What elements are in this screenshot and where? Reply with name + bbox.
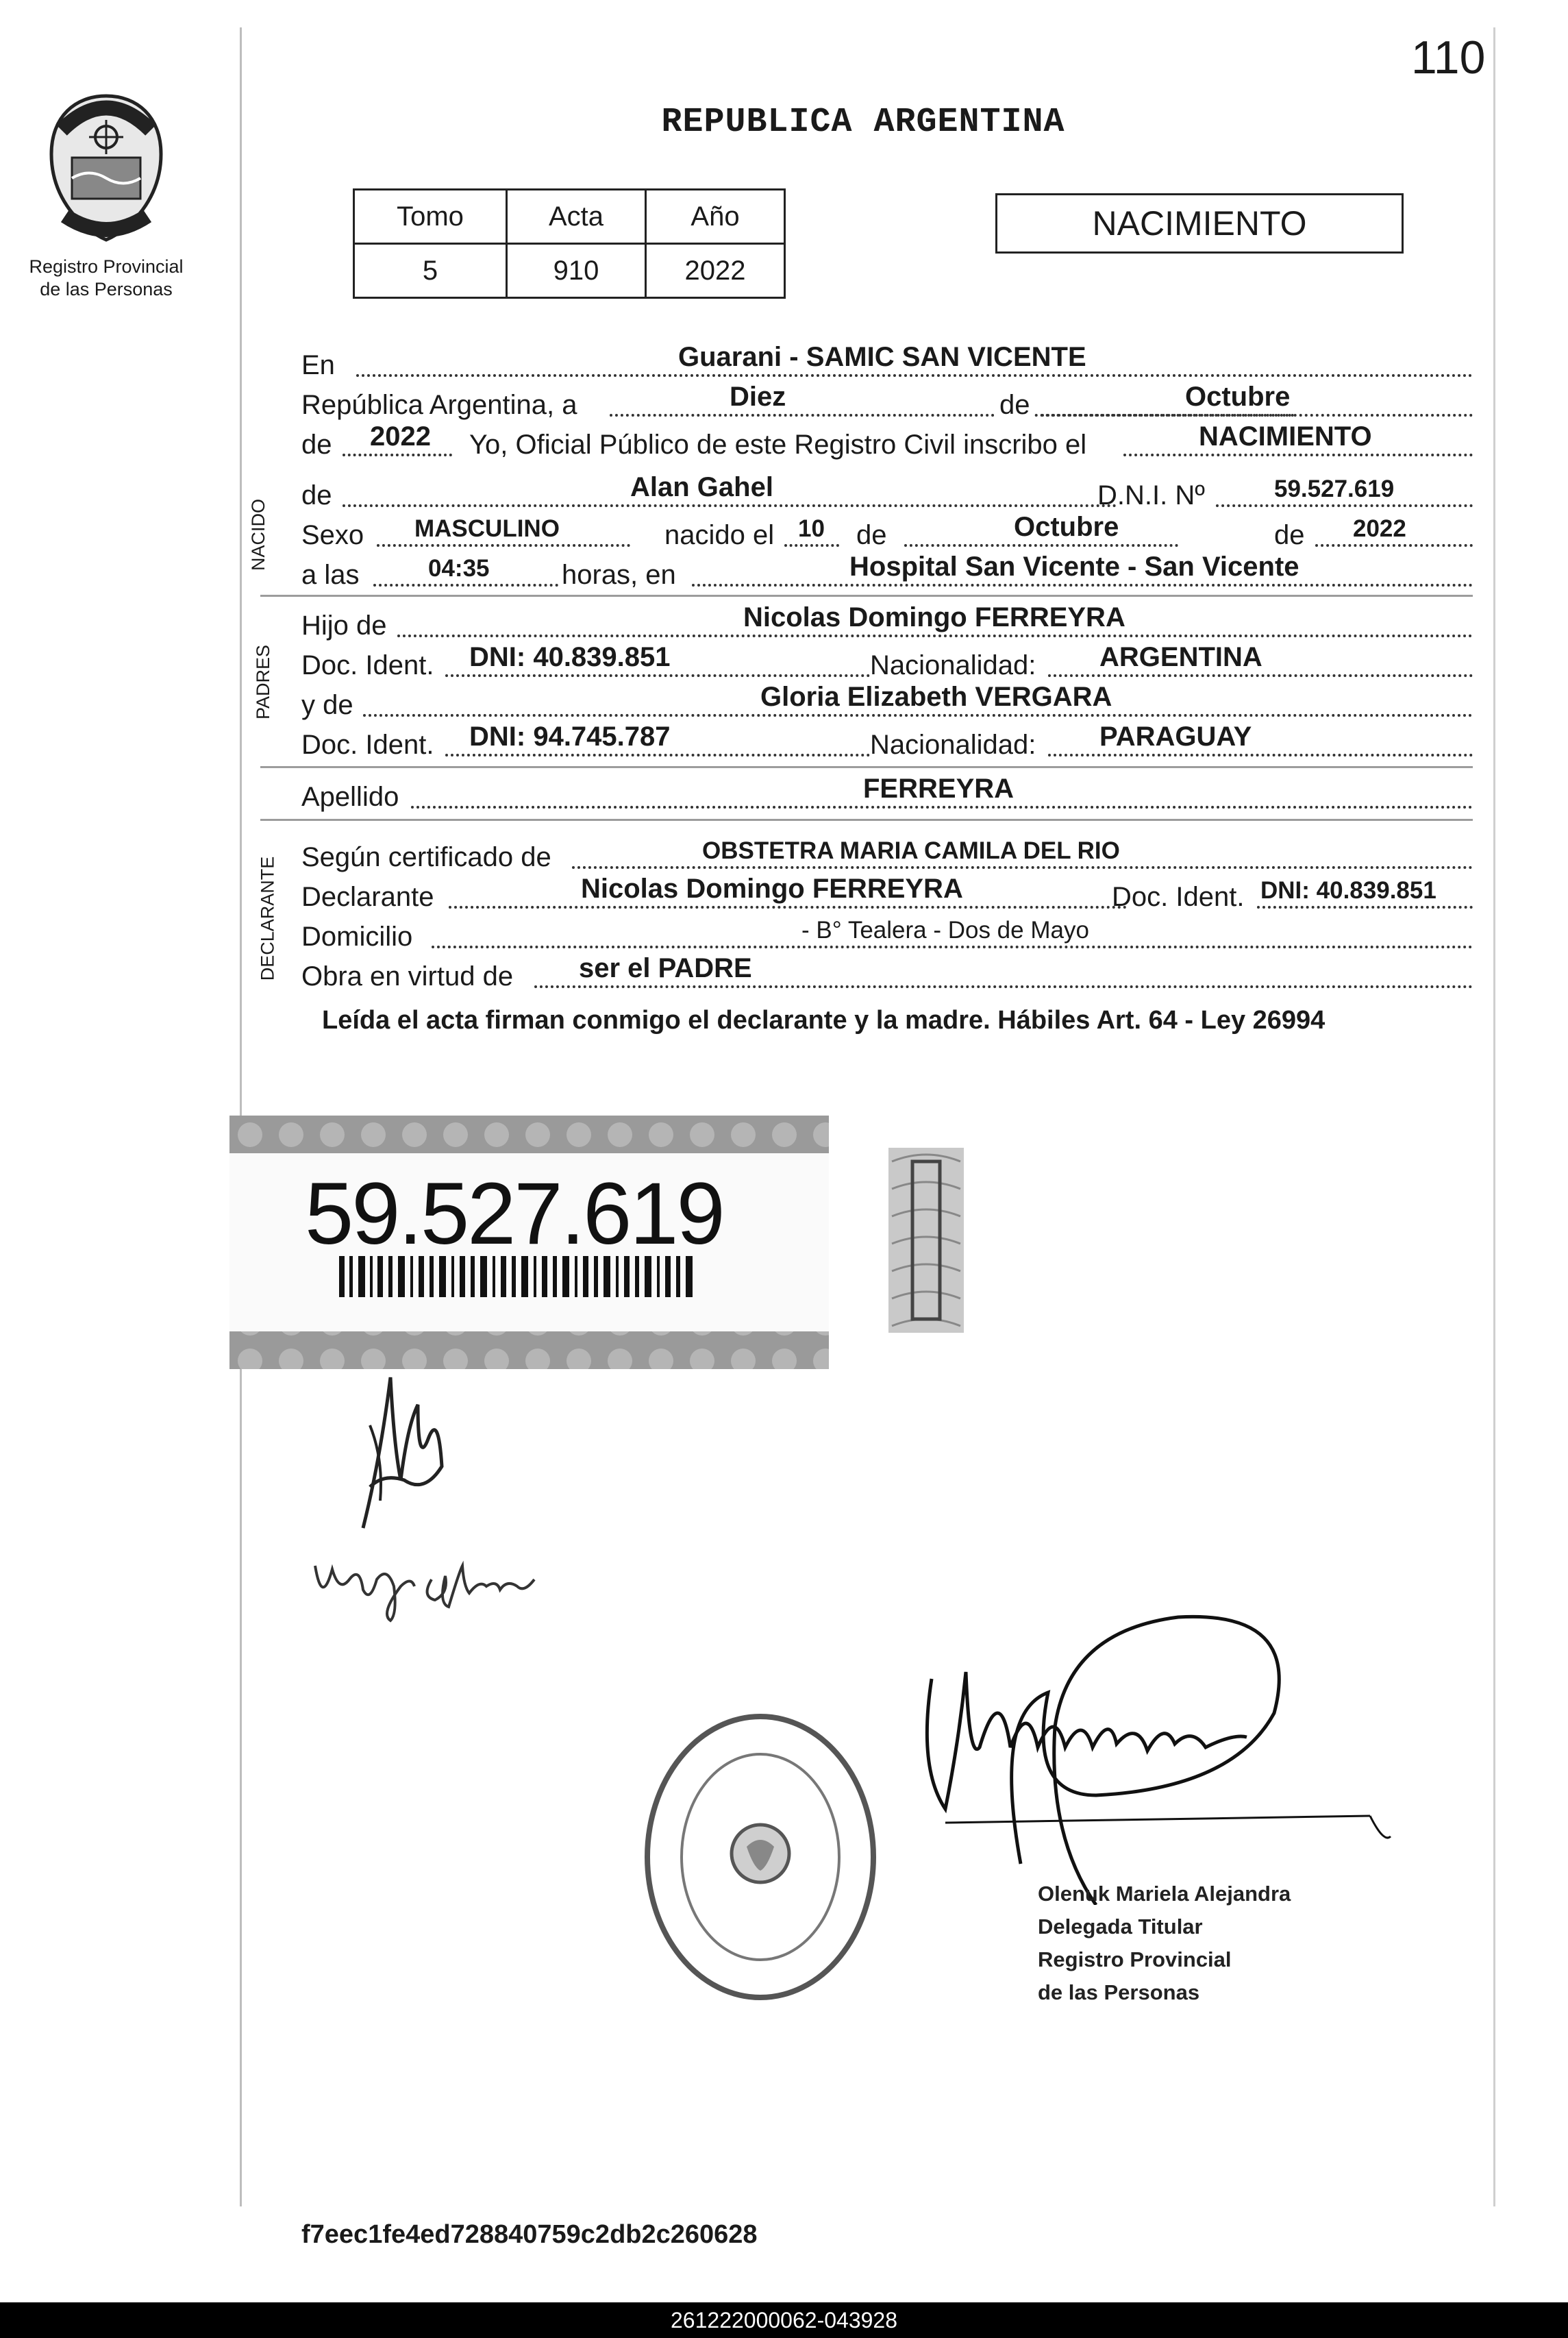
cert-value: OBSTETRA MARIA CAMILA DEL RIO <box>702 837 1120 864</box>
mother-doc: DNI: 94.745.787 <box>469 722 671 752</box>
form-line-declarante <box>301 874 1473 914</box>
domicilio-value: - B° Tealera - Dos de Mayo <box>801 917 1089 944</box>
form-line-father <box>301 603 1473 643</box>
declarante-name: Nicolas Domingo FERREYRA <box>581 874 963 904</box>
anio-header: Año <box>646 190 785 244</box>
form-line-mother-doc <box>301 722 1473 762</box>
footnote: Leída el acta firman conmigo el declarante y la madre. Hábiles Art. 64 - Ley 26994 <box>322 1006 1326 1035</box>
de3-label: de <box>1274 520 1305 550</box>
child-dni: 59.527.619 <box>1274 476 1395 502</box>
de-label: de <box>997 390 1033 421</box>
official-stamp <box>637 1706 884 2011</box>
birth-year: 2022 <box>1353 515 1406 542</box>
year-prefix: de <box>301 430 332 460</box>
official-name: Olenuk Mariela Alejandra <box>1038 1882 1291 1906</box>
mother-signature <box>312 1538 545 1627</box>
form-line-father-doc <box>301 643 1473 682</box>
section-divider <box>260 595 1473 597</box>
dotted-line <box>1123 454 1473 456</box>
day-word: Diez <box>730 382 786 412</box>
country-title: REPUBLICA ARGENTINA <box>661 103 1065 142</box>
en-value: Guarani - SAMIC SAN VICENTE <box>678 342 1086 372</box>
yo-text: Yo, Oficial Público de este Registro Civil inscribo el <box>469 430 1087 460</box>
dotted-line <box>397 635 1473 637</box>
dotted-line <box>432 946 1473 948</box>
dotted-line <box>572 866 1473 869</box>
dotted-line <box>445 754 870 756</box>
mother-nat-label: Nacionalidad: <box>870 730 1036 760</box>
official-block <box>1038 1878 1291 2009</box>
mother-nationality: PARAGUAY <box>1099 722 1252 752</box>
dotted-line <box>445 674 870 677</box>
logo-caption-line1: Registro Provincial <box>29 256 184 277</box>
birth-place: Hospital San Vicente - San Vicente <box>849 552 1299 582</box>
sexo-label: Sexo <box>301 520 364 550</box>
form-line-obra <box>301 954 1473 994</box>
dotted-line <box>1041 414 1473 417</box>
obra-value: ser el PADRE <box>579 953 752 983</box>
shield-emblem-icon <box>34 89 178 247</box>
dotted-line <box>692 584 1473 587</box>
inscribo-value: NACIMIENTO <box>1199 421 1372 452</box>
de2-label: de <box>856 520 887 550</box>
tomo-value: 5 <box>354 244 507 298</box>
form-line-apellido <box>301 774 1473 814</box>
page-number: 110 <box>1411 32 1486 84</box>
dotted-line <box>449 906 1127 909</box>
dotted-line <box>343 454 452 456</box>
record-table <box>353 188 786 299</box>
domicilio-label: Domicilio <box>301 922 413 952</box>
dotted-line <box>1048 674 1473 677</box>
hologram-sticker <box>888 1148 964 1333</box>
mother-doc-label: Doc. Ident. <box>301 730 434 760</box>
form-line-hora <box>301 552 1473 592</box>
apellido-value: FERREYRA <box>863 774 1015 804</box>
form-line-name <box>301 473 1473 513</box>
acta-header: Acta <box>507 190 646 244</box>
dni-label: D.N.I. Nº <box>1097 480 1205 510</box>
provincial-logo <box>27 89 185 301</box>
barcode-number: 59.527.619 <box>305 1165 723 1263</box>
birth-day: 10 <box>798 515 825 542</box>
father-doc-label: Doc. Ident. <box>301 650 434 680</box>
horas-label: horas, en <box>562 560 676 590</box>
dotted-line <box>1257 906 1473 909</box>
section-divider <box>260 819 1473 821</box>
sexo-value: MASCULINO <box>414 515 560 542</box>
name-label: de <box>301 480 332 510</box>
rep-label: República Argentina, a <box>301 390 577 420</box>
father-nat-label: Nacionalidad: <box>870 650 1036 680</box>
dotted-line <box>377 544 630 547</box>
section-label-padres: PADRES <box>253 644 274 720</box>
father-doc: DNI: 40.839.851 <box>469 642 671 672</box>
official-office-2: de las Personas <box>1038 1980 1200 2004</box>
birth-month: Octubre <box>1014 512 1119 542</box>
yde-label: y de <box>301 690 353 720</box>
alas-label: a las <box>301 560 360 590</box>
cert-label: Según certificado de <box>301 842 551 872</box>
document-hash: f7eec1fe4ed728840759c2db2c260628 <box>301 2220 758 2249</box>
form-line-date <box>301 382 1473 422</box>
dotted-line <box>343 504 1117 507</box>
dotted-line <box>363 714 1473 717</box>
dotted-line <box>904 544 1178 547</box>
right-margin-line <box>1493 27 1495 2206</box>
month-value: Octubre <box>1185 382 1291 412</box>
dotted-line <box>784 544 839 547</box>
father-nationality: ARGENTINA <box>1099 642 1262 672</box>
official-signature <box>891 1590 1411 1908</box>
section-label-nacido: NACIDO <box>248 498 269 571</box>
form-line-en <box>301 343 1473 382</box>
tomo-header: Tomo <box>354 190 507 244</box>
form-line-certificado <box>301 835 1473 874</box>
nacido-label: nacido el <box>664 520 775 550</box>
dotted-line <box>373 584 558 587</box>
bottom-code: 261222000062-043928 <box>671 2308 897 2333</box>
obra-label: Obra en virtud de <box>301 961 514 992</box>
birth-time: 04:35 <box>428 555 490 582</box>
decl-doc-label: Doc. Ident. <box>1112 882 1245 912</box>
hijo-label: Hijo de <box>301 611 387 641</box>
section-divider <box>260 766 1473 768</box>
dotted-line <box>1048 754 1473 756</box>
official-office-1: Registro Provincial <box>1038 1947 1232 1971</box>
declarante-signature <box>343 1364 459 1545</box>
form-line-sexo <box>301 513 1473 552</box>
dotted-line <box>1315 544 1473 547</box>
official-title: Delegada Titular <box>1038 1915 1203 1939</box>
form-line-domicilio <box>301 914 1473 954</box>
logo-caption-line2: de las Personas <box>40 279 173 299</box>
section-label-declarante: DECLARANTE <box>257 856 278 981</box>
year-value: 2022 <box>370 421 431 452</box>
bottom-code-bar <box>0 2302 1568 2338</box>
acta-value: 910 <box>507 244 646 298</box>
record-type-box: NACIMIENTO <box>995 193 1404 254</box>
child-name: Alan Gahel <box>630 472 773 502</box>
dotted-line <box>534 985 1473 988</box>
en-label: En <box>301 350 335 380</box>
anio-value: 2022 <box>646 244 785 298</box>
apellido-label: Apellido <box>301 782 399 812</box>
declarante-doc: DNI: 40.839.851 <box>1260 877 1436 904</box>
dotted-line <box>1216 504 1473 507</box>
dotted-line <box>411 806 1473 809</box>
form-line-mother <box>301 682 1473 722</box>
declarante-label: Declarante <box>301 882 434 912</box>
id-barcode-label <box>229 1116 829 1369</box>
dotted-line <box>356 374 1473 377</box>
form-line-year <box>301 422 1473 462</box>
mother-name: Gloria Elizabeth VERGARA <box>760 682 1112 712</box>
father-name: Nicolas Domingo FERREYRA <box>743 602 1125 632</box>
